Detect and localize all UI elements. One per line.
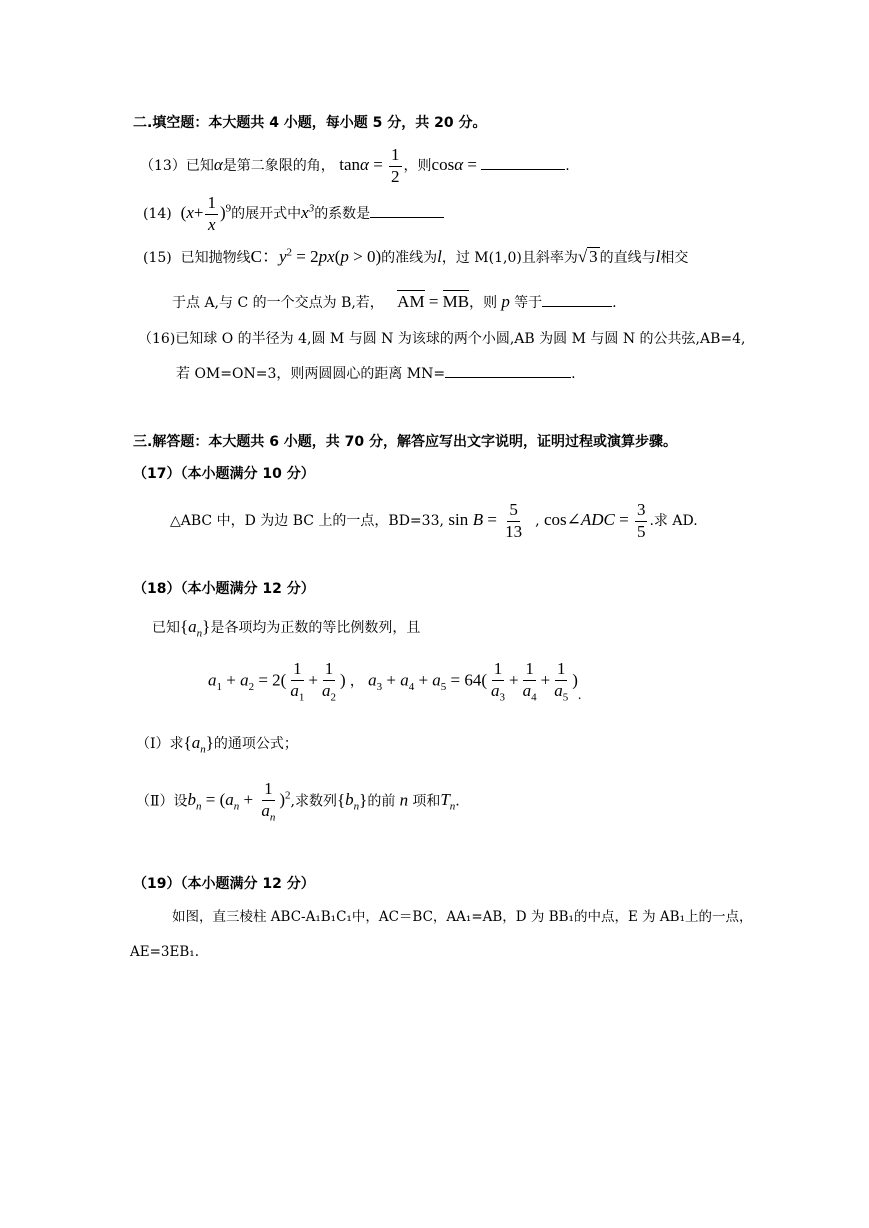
cos-angle: cos∠ [543, 510, 581, 530]
q18-equations: $a_1 + a_2 = 2$( $\frac{1}{a_1}$ + $\frac{1}{a_2}$ ) ， $a_3 + a_4 + a_5 = 64$( $\frac{1}{a_3}$ + $\frac{1}{a_4}$ + $\frac{1}{a_5}$ ). [208, 659, 582, 704]
vector-am: AM [397, 292, 425, 311]
q13-text-2: 是第二象限的角， [222, 158, 335, 175]
q15-text-6: 于点 A,与 C 的一个交点为 B,若， [172, 295, 384, 311]
period: . [571, 366, 576, 382]
parabola-equation: $y^2 = 2px(p > 0)$ [279, 246, 382, 266]
curve-name: C： [250, 247, 279, 266]
question-15-line-2: 于点 A,与 C 的一个交点为 B,若， AM = MB，则 p 等于 . [172, 292, 617, 311]
fraction-num: 1 [389, 146, 402, 167]
section-2-heading: 二.填空题：本大题共 4 小题，每小题 5 分，共 20 分。 [133, 115, 487, 131]
answer-blank [370, 216, 444, 218]
period: . [612, 295, 617, 311]
q15-text-2: 的准线为 [381, 250, 438, 266]
alpha-symbol: α [454, 155, 464, 175]
q15-text-4: 的直线与 [599, 250, 656, 266]
fraction-cosadc [635, 501, 648, 541]
period: . [455, 793, 460, 810]
bn-definition: $b_n = (a_n$ + $\frac{1}{a_n}$ )$^2$ [187, 779, 291, 824]
sequence-a: $\{a_n\}$ [183, 733, 214, 756]
p-var: p [497, 292, 515, 311]
tn-var: $T_n$ [440, 790, 456, 813]
alpha-symbol: α [360, 155, 369, 175]
q15-text-3: ，过 M(1,0)且斜率为 [441, 250, 578, 266]
part-2-text: ,求数列 [290, 793, 337, 810]
answer-blank [445, 376, 571, 378]
fraction-den: 13 [505, 521, 523, 541]
question-13: （13）已知α是第二象限的角， tanα = $\frac{1}{2}$ ，则cosα = . [140, 145, 570, 186]
q18-title: （18）（本小题满分 12 分） [133, 581, 315, 597]
q15-text-7: ，则 [469, 295, 498, 311]
n-var: n [395, 790, 413, 810]
q18-part-1 [136, 734, 298, 755]
line-l: l [437, 247, 442, 266]
fraction-sinb [503, 501, 524, 541]
question-16-line-2 [176, 367, 576, 381]
q19-title: （19）（本小题满分 12 分） [133, 876, 315, 892]
fraction-num: 3 [635, 501, 648, 522]
vector-mb: MB [442, 292, 470, 311]
part-1-label: （Ⅰ）求 [136, 736, 184, 752]
answer-blank [481, 168, 565, 170]
part-1-text: 的通项公式； [213, 736, 298, 752]
fraction-num: 5 [507, 501, 520, 522]
fraction-den: 5 [636, 521, 646, 541]
q18-text-2: 是各项均为正数的等比例数列，且 [210, 620, 421, 636]
question-19: 如图，直三棱柱 ABC-A₁B₁C₁中，AC＝BC，AA₁=AB，D 为 BB₁的中点，E 为 AB₁上的一点， [172, 909, 753, 925]
question-15 [143, 247, 688, 265]
cos-fn: cos [431, 155, 455, 175]
q14-text: 的展开式中 [231, 206, 302, 223]
q17-title: （17）（本小题满分 10 分） [133, 466, 315, 482]
q14-text-2: 的系数是 [314, 206, 371, 223]
q15-text: 已知抛物线 [180, 250, 251, 266]
q13-text-3: ，则 [403, 158, 432, 175]
q15-text-8: 等于 [514, 295, 543, 311]
x-cubed: $x^3$ [301, 202, 315, 223]
q17-text-2: .求 AD. [649, 513, 698, 530]
question-14 [143, 194, 444, 234]
part-2-text-3: 项和 [412, 793, 441, 810]
question-16: （16)已知球 O 的半径为 4,圆 M 与圆 N 为该球的两个小圆,AB 为圆 M 与圆 N 的公共弦,AB=4, [138, 331, 746, 347]
fraction-half [389, 146, 402, 186]
binomial-expr: (x+ $\frac{1}{x}$ )$^9$ [180, 193, 232, 234]
angle-adc: ADC [580, 510, 615, 530]
q13-number: （13） [140, 158, 186, 175]
answer-blank [542, 305, 612, 307]
q13-text: 已知 [185, 158, 214, 175]
question-19-line-2: AE=3EB₁. [130, 944, 199, 960]
section-3-heading: 三.解答题：本大题共 6 小题，共 70 分，解答应写出文字说明，证明过程或演算步骤。 [133, 434, 678, 450]
q15-number: (15) [143, 250, 172, 266]
period: . [565, 158, 570, 175]
sequence-a: $\{a_n\}$ [180, 617, 211, 640]
sequence-b: $\{b_n\}$ [336, 790, 368, 813]
q16-text: 若 OM=ON=3，则两圆圆心的距离 MN= [176, 366, 446, 382]
q15-text-5: 相交 [660, 250, 689, 266]
fraction-den: 2 [391, 166, 400, 186]
part-2-label: （Ⅱ）设 [136, 793, 188, 810]
sin-fn: sin [448, 510, 469, 530]
sqrt-three: √ 3 [577, 247, 598, 266]
part-2-text-2: 的前 [367, 793, 396, 810]
question-17: △ABC 中，D 为边 BC 上的一点，BD=33, sin B = $\frac{5}{13}$ , cos∠ADC = $\frac{3}{5}$ .求 AD. [170, 500, 698, 541]
alpha-symbol: α [213, 155, 223, 175]
tan-fn: tan [339, 155, 360, 175]
q18-part-2 [136, 780, 460, 823]
line-l: l [655, 247, 661, 266]
question-18 [152, 618, 420, 639]
q14-number: (14) [143, 206, 172, 223]
q18-text: 已知 [152, 620, 180, 636]
comma: , [535, 513, 540, 530]
q17-text: △ABC 中，D 为边 BC 上的一点，BD=33, [170, 513, 444, 530]
